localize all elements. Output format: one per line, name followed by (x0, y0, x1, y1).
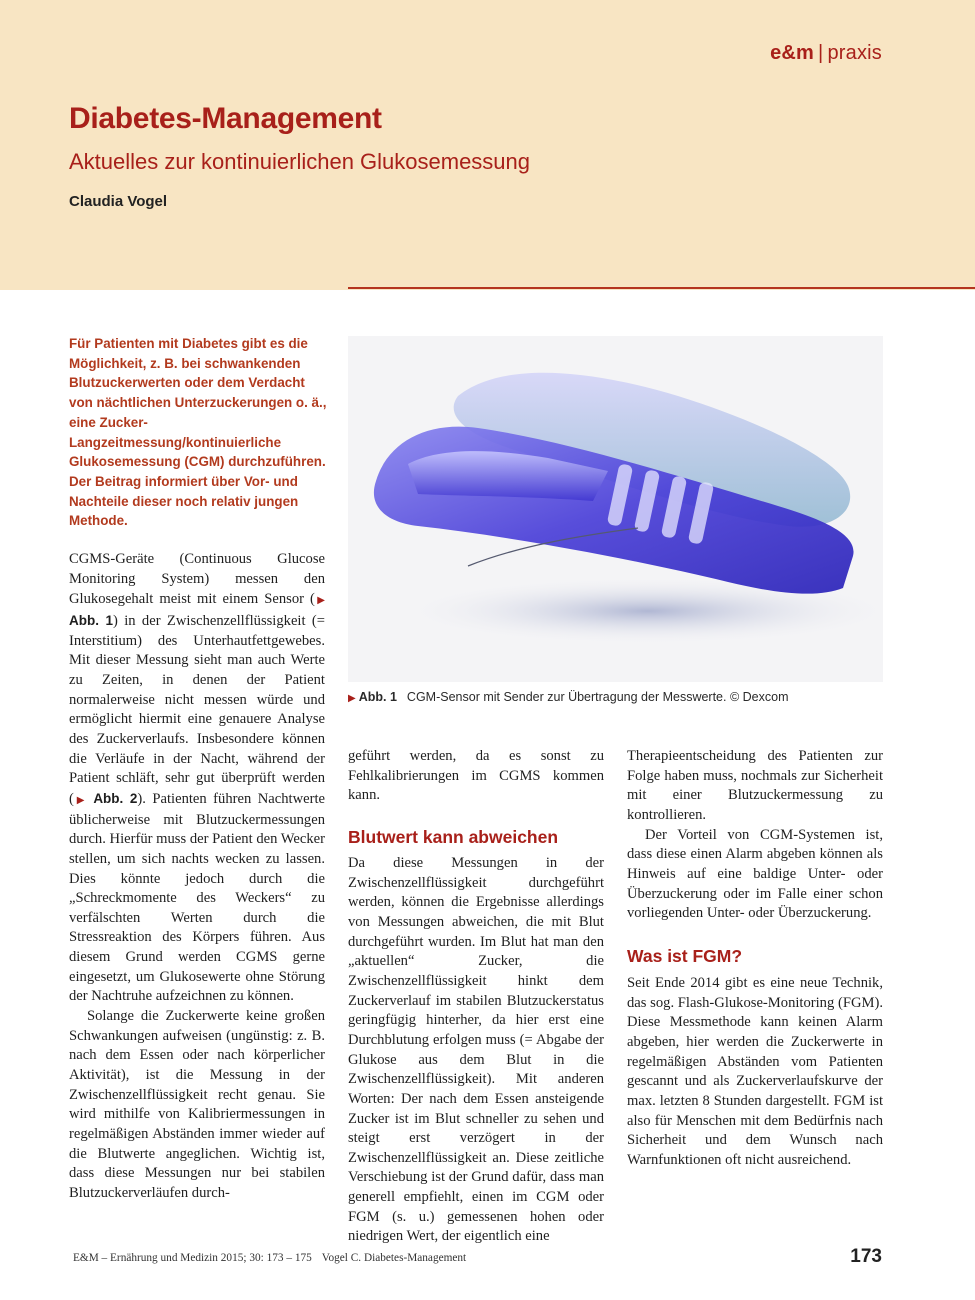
paragraph: geführt werden, da es sonst zu Fehlkalibrierungen im CGMS kommen kann. (348, 748, 604, 804)
header-divider (348, 287, 975, 289)
paragraph: Therapieentscheidung des Patienten zur Folge haben muss, nochmals zur Sicherheit mit einer Blutzuckermessung zu kontrollieren. (627, 748, 883, 823)
page-number: 173 (850, 1246, 882, 1267)
body-column-2 (348, 747, 604, 1247)
figure-reference[interactable]: ▶ Abb. 2 (73, 790, 138, 806)
figure-cgm-sensor (348, 336, 883, 682)
article-title: Diabetes-Management (69, 102, 382, 135)
author-name: Claudia Vogel (69, 193, 168, 210)
journal-brand: e&m (770, 42, 815, 64)
body-column-3 (627, 747, 883, 1170)
figure-label: Abb. 1 (358, 690, 397, 704)
footer-article: Vogel C. Diabetes-Management (321, 1252, 467, 1264)
cgm-sensor-image (348, 336, 883, 682)
figure-marker-icon: ▶ (348, 693, 356, 704)
figure-caption-text: CGM-Sensor mit Sender zur Übertragung der Messwerte. © Dexcom (406, 690, 789, 704)
paragraph: Seit Ende 2014 gibt es eine neue Technik, das sog. Flash-Glukose-Monitoring (FGM). Diese Messmethode kann keinen Alarm abgeben, hier werden die Zuckerwerte in regelmäßigen Abständen vom Patienten gescannt und als Zuckerverlaufskurve der max. letzten 8 Stunden dargestellt. FGM ist also für Menschen mit dem Bedürfnis nach Sicherheit und dem Wunsch nach Warnfunktionen oft nicht ausreichend. (627, 974, 883, 1168)
arrow-marker-icon: ▶ (314, 595, 325, 607)
paragraph: Da diese Messungen in der Zwischenzellflüssigkeit durchgeführt werden, können die Ergebnisse allerdings von Messungen abweichen, die mit Blut durchgeführt wurden. Im Blut hat man den „aktuellen“ Zucker, die Zwischenzellflüssigkeit hinkt dem Zuckerverlauf im stabilen Blutzuckerstatus geringfügig hinterher, da hier erst eine Durchblutung erfolgen muss (= Abgabe der Glukose aus dem Blut in die Zwischenzellflüssigkeit). Mit anderen Worten: Der nach dem Essen ansteigende Zucker ist im Blut schneller zu sehen und steigt erst verzögert in der Zwischenzellflüssigkeit an. Diese zeitliche Verschiebung ist der Grund dafür, dass man generell empfiehlt, einen im CGM oder FGM (s. u.) gemessenen hohen oder niedrigen Wert, der eigentlich eine (348, 854, 604, 1245)
paragraph: Der Vorteil von CGM-Systemen ist, dass diese einen Alarm abgeben können als Hinweis auf eine baldige Unter- oder Überzuckerung oder im Falle einer schon vorliegenden Unter- oder Überzuckerung. (627, 826, 883, 922)
paragraph: Solange die Zuckerwerte keine großen Schwankungen aufweisen (ungünstig: z. B. nach dem Essen oder nach körperlicher Aktivität), ist die Messung in der Zwischenzellflüssigkeit recht genau. Sie wird mithilfe von Kalibriermessungen in regelmäßigen Abständen immer wieder auf die Blutwerte angeglichen. Wichtig ist, dass diese Messungen nur bei stabilen Blutzuckerverläufen durch- (69, 1008, 325, 1201)
journal-section: praxis (827, 42, 882, 64)
article-subtitle: Aktuelles zur kontinuierlichen Glukosemessung (69, 149, 531, 174)
figure-reference[interactable]: ▶ Abb. 1 (69, 595, 325, 628)
journal-separator: | (818, 42, 824, 64)
footer-citation: E&M – Ernährung und Medizin 2015; 30: 173 – 175 Vogel C. Diabetes-Management (73, 1252, 467, 1264)
journal-tag (770, 42, 882, 65)
body-column-1 (69, 550, 325, 1204)
section-heading: Was ist FGM? (627, 945, 743, 966)
arrow-marker-icon: ▶ (73, 794, 88, 806)
figure-caption (348, 690, 888, 704)
section-heading: Blutwert kann abweichen (348, 826, 559, 847)
paragraph: CGMS-Geräte (Continuous Glucose Monitoring System) messen den Glukosegehalt meist mit einem Sensor (▶ Abb. 1) in der Zwischenzellflüssigkeit (= Interstitium) des Unterhautfettgewebes. Mit dieser Messung sieht man auch Werte zu Zeiten, in denen der Patient normalerweise nicht messen würde und ermöglicht hiermit eine genauere Analyse des Zuckerverlaufs. Insbesondere können die Verläufe in der Nacht, während der Patient schläft, sehr gut überprüft werden (▶ Abb. 2). Patienten führen Nachtwerte üblicherweise mit Blutzuckermessungen durch. Hierfür muss der Patient den Wecker stellen, um sich nachts wecken zu lassen. Dies könnte jedoch durch die „Schreckmomente des Weckers“ zu verfälschten Werten durch die Stressreaktion des Körpers führen. Aus diesem Grund werden CGMS gerne eingesetzt, um Glukosewerte ohne Störung der Nachtruhe aufzeichnen zu können. (69, 551, 325, 1005)
abstract: Für Patienten mit Diabetes gibt es die Möglichkeit, z. B. bei schwankenden Blutzuckerwerten oder dem Verdacht von nächtlichen Unterzuckerungen o. ä., eine Zucker-Langzeitmessung/kontinuierliche Glukosemessung (CGM) durchzuführen. Der Beitrag informiert über Vor- und Nachteile dieser noch relativ jungen Methode. (69, 336, 327, 529)
